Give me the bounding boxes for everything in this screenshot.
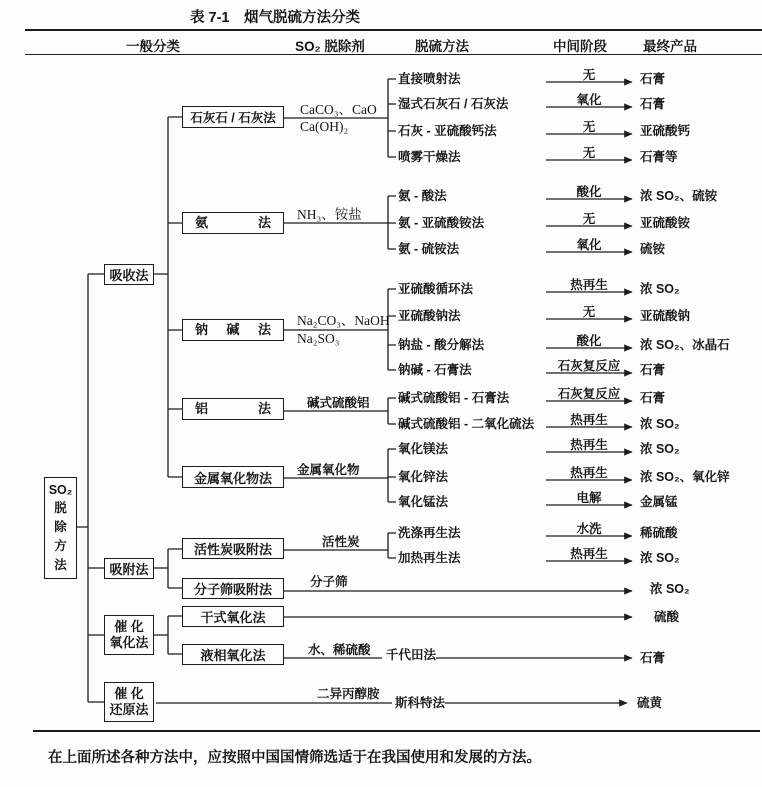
product-conc-so2-2: 浓 SO₂ <box>640 417 680 431</box>
column-header-general-class: 一般分类 <box>126 39 180 54</box>
category-box-catalytic-oxidation <box>104 615 154 655</box>
stage-lime-double-reaction-1: 石灰复反应 <box>557 359 621 373</box>
category-box-catalytic-reduction <box>104 682 154 722</box>
stage-thermal-regeneration-5: 热再生 <box>570 547 608 561</box>
agent-molecular-sieve: 分子筛 <box>310 575 348 589</box>
family-box-ammonia: 氨法 <box>182 212 284 234</box>
agent-basic-aluminum-sulfate: 碱式硫酸铝 <box>307 396 370 410</box>
method-lime-calcium-sulfite: 石灰 - 亚硫酸钙法 <box>398 124 497 138</box>
table-title: 表 7-1 烟气脱硫方法分类 <box>190 10 360 26</box>
stage-none-2: 无 <box>582 120 596 134</box>
stage-electrolysis: 电解 <box>576 491 602 505</box>
catalytic-oxidation-line1: 催 化 <box>114 619 144 634</box>
method-wet-limestone-lime: 湿式石灰石 / 石灰法 <box>398 97 509 111</box>
method-sodium-sulfite: 亚硫酸钠法 <box>398 309 461 323</box>
method-ammonia-ammonium-sulfate: 氨 - 硫铵法 <box>398 242 460 256</box>
agent-caco3-cao: CaCO₃、CaO <box>300 102 377 117</box>
method-ammonia-ammonium-sulfite: 氨 - 亚硫酸铵法 <box>398 216 485 230</box>
stage-none-4: 无 <box>582 212 596 226</box>
product-sulfuric-acid: 硫酸 <box>654 610 680 624</box>
method-washing-regeneration: 洗涤再生法 <box>398 526 461 540</box>
footer-note: 在上面所述各种方法中，应按照中国国情筛选适于在我国使用和发展的方法。 <box>48 750 541 766</box>
product-gypsum-2: 石膏 <box>640 97 666 111</box>
stage-thermal-regeneration-4: 热再生 <box>570 466 608 480</box>
catalytic-oxidation-line2: 氧化法 <box>109 635 149 650</box>
stage-oxidation-2: 氧化 <box>576 238 602 252</box>
method-zinc-oxide: 氧化锌法 <box>398 470 449 484</box>
product-conc-so2-cryolite: 浓 SO₂、冰晶石 <box>640 338 730 352</box>
family-box-aluminum: 铝法 <box>182 398 284 420</box>
stage-thermal-regeneration-3: 热再生 <box>570 438 608 452</box>
product-gypsum-3: 石膏 <box>640 363 666 377</box>
column-header-desulfurization-method: 脱硫方法 <box>415 39 469 54</box>
family-box-liquid-phase-oxidation: 液相氧化法 <box>182 644 284 665</box>
method-ammonia-acid: 氨 - 酸法 <box>398 189 447 203</box>
method-manganese-oxide: 氧化锰法 <box>398 495 449 509</box>
family-box-dry-oxidation: 干式氧化法 <box>182 606 284 627</box>
root-line-3: 方 <box>54 539 67 553</box>
product-gypsum-chiyoda: 石膏 <box>640 651 666 665</box>
stage-thermal-regeneration-1: 热再生 <box>570 278 608 292</box>
family-box-sodium-alkali: 钠碱法 <box>182 319 284 341</box>
column-header-final-product: 最终产品 <box>643 39 697 54</box>
product-conc-so2-4: 浓 SO₂ <box>640 551 680 565</box>
product-calcium-sulfite: 亚硫酸钙 <box>640 124 691 138</box>
column-header-intermediate-stage: 中间阶段 <box>553 39 607 54</box>
stage-oxidation-1: 氧化 <box>576 93 602 107</box>
family-box-limestone-lime: 石灰石 / 石灰法 <box>182 106 284 128</box>
stage-none-1: 无 <box>582 68 596 82</box>
column-header-so2-removal-agent: SO₂ 脱除剂 <box>295 39 365 54</box>
method-scot: 斯科特法 <box>395 696 446 710</box>
root-line-1: 脱 <box>54 501 67 515</box>
category-box-adsorption: 吸附法 <box>104 558 154 579</box>
product-ammonium-sulfite: 亚硫酸铵 <box>640 216 691 230</box>
method-chiyoda: 千代田法 <box>386 648 437 662</box>
method-direct-injection: 直接喷射法 <box>398 72 461 86</box>
method-basic-aluminum-sulfate-gypsum: 碱式硫酸铝 - 石膏法 <box>398 391 510 405</box>
stage-acidification-1: 酸化 <box>576 185 602 199</box>
stage-none-5: 无 <box>582 305 596 319</box>
method-basic-aluminum-sulfate-so2: 碱式硫酸铝 - 二氧化硫法 <box>398 417 535 431</box>
root-line-so2: SO₂ <box>48 483 73 497</box>
agent-na2co3-naoh: Na₂CO₃、NaOH <box>297 313 390 328</box>
product-gypsum-etc: 石膏等 <box>640 150 678 164</box>
product-conc-so2-zinc-oxide: 浓 SO₂、氧化锌 <box>640 470 730 484</box>
product-dilute-sulfuric-acid: 稀硫酸 <box>640 526 678 540</box>
method-spray-drying: 喷雾干燥法 <box>398 150 461 164</box>
stage-water-washing: 水洗 <box>576 522 602 536</box>
product-metallic-manganese: 金属锰 <box>640 495 678 509</box>
agent-diisopropanolamine: 二异丙醇胺 <box>317 687 380 701</box>
family-box-metal-oxide: 金属氧化物法 <box>182 466 284 488</box>
agent-water-dilute-sulfuric-acid: 水、稀硫酸 <box>308 643 371 657</box>
root-line-4: 法 <box>54 558 67 572</box>
product-conc-so2-3: 浓 SO₂ <box>640 442 680 456</box>
stage-acidification-2: 酸化 <box>576 334 602 348</box>
agent-na2so3: Na₂SO₃ <box>297 331 340 346</box>
root-node-so2-removal-methods <box>44 477 77 579</box>
product-gypsum-4: 石膏 <box>640 391 666 405</box>
product-conc-so2-ammonium-sulfate: 浓 SO₂、硫铵 <box>640 189 718 203</box>
catalytic-reduction-line2: 还原法 <box>109 702 149 717</box>
method-sodium-alkali-gypsum: 钠碱 - 石膏法 <box>398 363 472 377</box>
family-box-molecular-sieve-adsorption: 分子筛吸附法 <box>182 578 284 599</box>
root-line-2: 除 <box>54 520 67 534</box>
agent-activated-carbon: 活性炭 <box>322 535 360 549</box>
method-sulfite-cycle: 亚硫酸循环法 <box>398 282 474 296</box>
stage-none-3: 无 <box>582 146 596 160</box>
agent-nh3-ammonium-salt: NH₃、铵盐 <box>297 207 362 222</box>
agent-metal-oxide: 金属氧化物 <box>297 463 360 477</box>
stage-thermal-regeneration-2: 热再生 <box>570 413 608 427</box>
product-ammonium-sulfate: 硫铵 <box>640 242 666 256</box>
product-sulfur: 硫黄 <box>637 696 663 710</box>
method-magnesium-oxide: 氧化镁法 <box>398 442 449 456</box>
method-sodium-salt-acid-decomposition: 钠盐 - 酸分解法 <box>398 338 485 352</box>
stage-lime-double-reaction-2: 石灰复反应 <box>557 387 621 401</box>
product-conc-so2-sieve: 浓 SO₂ <box>650 582 690 596</box>
catalytic-reduction-line1: 催 化 <box>114 686 144 701</box>
product-sodium-sulfite: 亚硫酸钠 <box>640 309 691 323</box>
agent-ca-oh-2: Ca(OH)₂ <box>300 119 349 134</box>
product-gypsum-1: 石膏 <box>640 72 666 86</box>
family-box-activated-carbon-adsorption: 活性炭吸附法 <box>182 538 284 559</box>
category-box-absorption: 吸收法 <box>104 264 154 285</box>
method-heating-regeneration: 加热再生法 <box>398 551 461 565</box>
product-conc-so2-1: 浓 SO₂ <box>640 282 680 296</box>
